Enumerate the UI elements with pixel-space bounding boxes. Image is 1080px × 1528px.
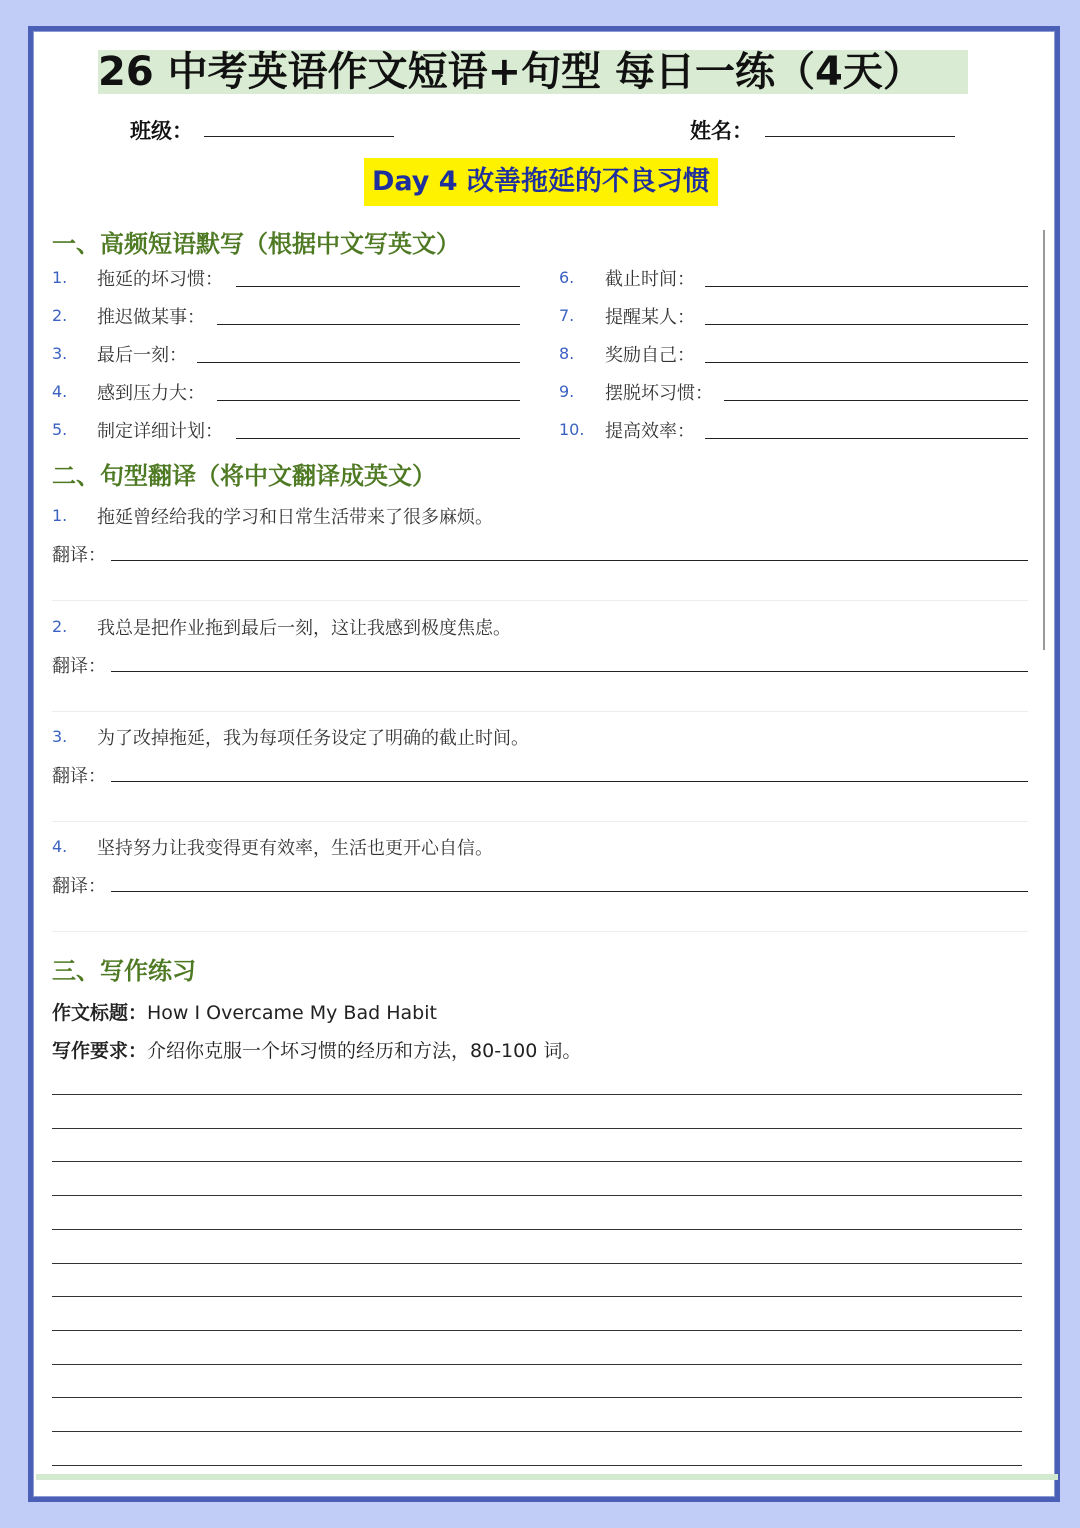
sentence-prompt: 我总是把作业拖到最后一刻，这让我感到极度焦虑。 xyxy=(97,618,511,639)
writing-line[interactable] xyxy=(52,1296,1022,1297)
section-3-title: 三、写作练习 xyxy=(52,957,196,985)
writing-line[interactable] xyxy=(52,1431,1022,1432)
phrase-number: 9. xyxy=(559,382,575,401)
writing-line[interactable] xyxy=(52,1364,1022,1365)
divider xyxy=(52,711,1028,712)
essay-topic xyxy=(52,998,437,1025)
writing-line[interactable] xyxy=(52,1161,1022,1162)
section-2-title: 二、句型翻译（将中文翻译成英文） xyxy=(52,462,436,490)
phrase-answer-line[interactable] xyxy=(217,324,520,325)
translate-label: 翻译： xyxy=(52,766,106,787)
phrase-answer-line[interactable] xyxy=(217,400,520,401)
translate-label: 翻译： xyxy=(52,876,106,897)
phrase-prompt: 拖延的坏习惯： xyxy=(97,269,223,290)
sentence-number: 3. xyxy=(52,727,68,746)
phrase-number: 10. xyxy=(559,420,585,439)
writing-line[interactable] xyxy=(52,1195,1022,1196)
bottom-band xyxy=(36,1474,1058,1480)
phrase-number: 8. xyxy=(559,344,575,363)
translate-answer-line[interactable] xyxy=(111,781,1028,782)
writing-line[interactable] xyxy=(52,1128,1022,1129)
sentence-prompt: 坚持努力让我变得更有效率，生活也更开心自信。 xyxy=(97,838,493,859)
phrase-prompt: 摆脱坏习惯： xyxy=(605,383,713,404)
translate-label: 翻译： xyxy=(52,656,106,677)
day-banner: Day 4 改善拖延的不良习惯 xyxy=(364,158,718,206)
translate-answer-line[interactable] xyxy=(111,671,1028,672)
phrase-answer-line[interactable] xyxy=(724,400,1028,401)
sentence-number: 1. xyxy=(52,506,68,525)
sentence-prompt: 拖延曾经给我的学习和日常生活带来了很多麻烦。 xyxy=(97,507,493,528)
phrase-prompt: 提高效率： xyxy=(605,421,695,442)
writing-line[interactable] xyxy=(52,1330,1022,1331)
phrase-answer-line[interactable] xyxy=(705,286,1028,287)
sentence-number: 2. xyxy=(52,617,68,636)
phrase-number: 4. xyxy=(52,382,68,401)
writing-line[interactable] xyxy=(52,1094,1022,1095)
phrase-answer-line[interactable] xyxy=(705,324,1028,325)
translate-answer-line[interactable] xyxy=(111,560,1028,561)
phrase-prompt: 感到压力大： xyxy=(97,383,205,404)
sentence-number: 4. xyxy=(52,837,68,856)
phrase-answer-line[interactable] xyxy=(236,286,520,287)
phrase-prompt: 推迟做某事： xyxy=(97,307,205,328)
phrase-answer-line[interactable] xyxy=(197,362,520,363)
phrase-answer-line[interactable] xyxy=(236,438,520,439)
phrase-answer-line[interactable] xyxy=(705,362,1028,363)
phrase-number: 2. xyxy=(52,306,68,325)
phrase-answer-line[interactable] xyxy=(705,438,1028,439)
phrase-prompt: 制定详细计划： xyxy=(97,421,223,442)
essay-requirement-label: 写作要求： xyxy=(52,1040,148,1062)
section-1-title: 一、高频短语默写（根据中文写英文） xyxy=(52,230,460,258)
writing-line[interactable] xyxy=(52,1263,1022,1264)
phrase-number: 7. xyxy=(559,306,575,325)
essay-requirement-value: 介绍你克服一个坏习惯的经历和方法，80-100 词。 xyxy=(147,1040,582,1062)
class-field[interactable] xyxy=(204,136,394,137)
phrase-prompt: 奖励自己： xyxy=(605,345,695,366)
translate-answer-line[interactable] xyxy=(111,891,1028,892)
writing-line[interactable] xyxy=(52,1229,1022,1230)
name-field[interactable] xyxy=(765,136,955,137)
divider xyxy=(52,821,1028,822)
phrase-number: 3. xyxy=(52,344,68,363)
essay-topic-label: 作文标题： xyxy=(52,1002,148,1024)
page-title: 26 中考英语作文短语+句型 每日一练（4天） xyxy=(98,50,968,94)
essay-topic-value: How I Overcame My Bad Habit xyxy=(147,1002,437,1024)
sentence-prompt: 为了改掉拖延，我为每项任务设定了明确的截止时间。 xyxy=(97,728,529,749)
phrase-prompt: 截止时间： xyxy=(605,269,695,290)
writing-line[interactable] xyxy=(52,1397,1022,1398)
phrase-prompt: 最后一刻： xyxy=(97,345,187,366)
name-label: 姓名： xyxy=(690,118,753,143)
class-label: 班级： xyxy=(130,118,193,143)
divider xyxy=(52,931,1028,932)
translate-label: 翻译： xyxy=(52,545,106,566)
edge-mark xyxy=(1043,230,1045,650)
phrase-number: 5. xyxy=(52,420,68,439)
phrase-number: 6. xyxy=(559,268,575,287)
writing-line[interactable] xyxy=(52,1465,1022,1466)
phrase-number: 1. xyxy=(52,268,68,287)
divider xyxy=(52,600,1028,601)
essay-requirement xyxy=(52,1036,581,1063)
phrase-prompt: 提醒某人： xyxy=(605,307,695,328)
